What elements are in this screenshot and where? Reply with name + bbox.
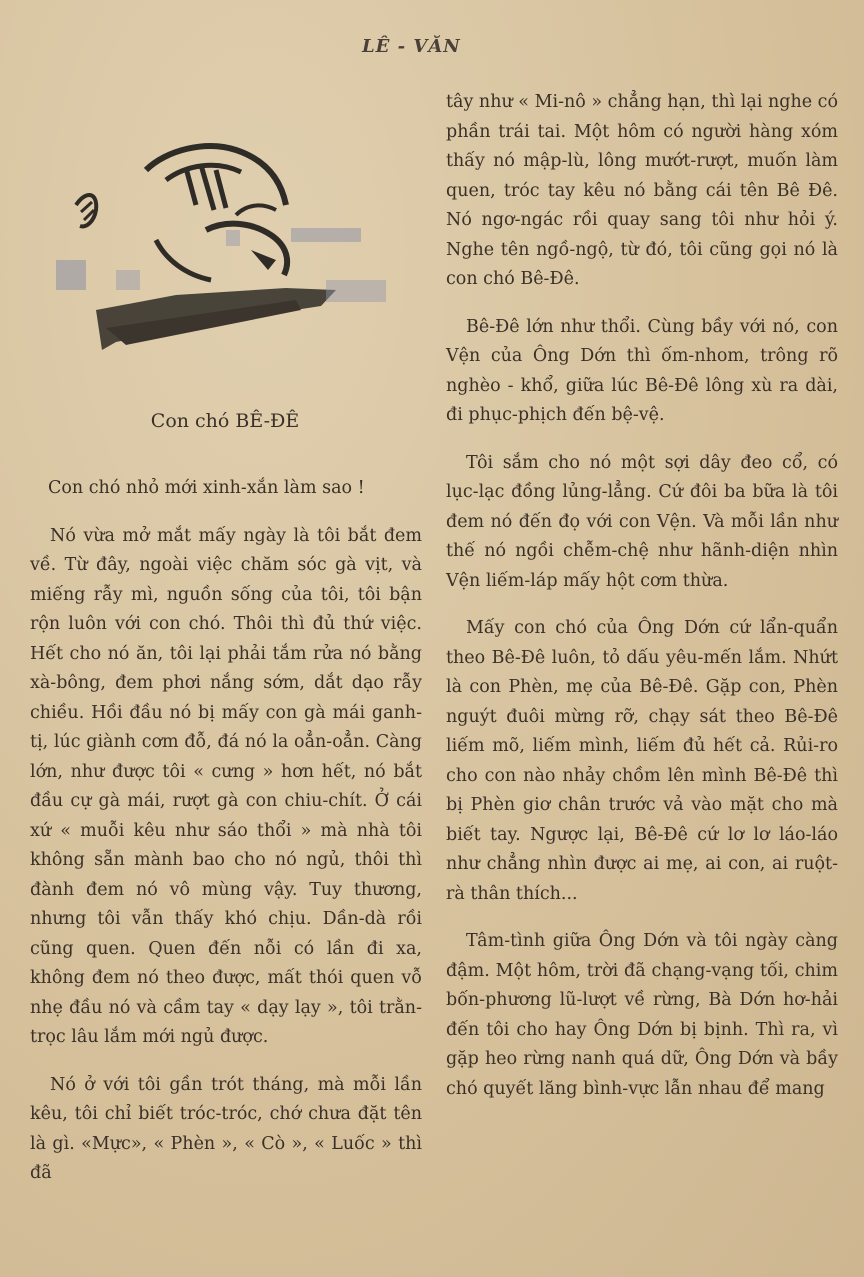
paragraph: Bê-Đê lớn như thổi. Cùng bầy với nó, con Vện của Ông Dớn thì ốm-nhom, trông rõ nghèo - khổ, giữa lúc Bê-Đê lông xù ra dài, đi phục-phịch đến bệ-vệ. <box>446 316 838 425</box>
paragraph: Tôi sắm cho nó một sợi dây đeo cổ, có lục-lạc đồng lủng-lẳng. Cứ đôi ba bữa là tôi đem nó đến đọ với con Vện. Và mỗi lần như thế nó ngồi chễm-chệ như hãnh-diện nhìn Vện liếm-láp mấy hột cơm thừa. <box>446 452 838 591</box>
left-column <box>30 474 422 1189</box>
paragraph: Con chó nhỏ mới xinh-xắn làm sao ! <box>48 478 365 498</box>
dog-illustration <box>36 110 406 385</box>
paragraph: Nó vừa mở mắt mấy ngày là tôi bắt đem về. Từ đây, ngoài việc chăm sóc gà vịt, và miếng rẫy mì, nguồn sống của tôi, tôi bận rộn luôn với con chó. Thôi thì đủ thứ việc. Hết cho nó ăn, tôi lại phải tắm rửa nó bằng xà-bông, đem phơi nắng sớm, dắt dạo rẫy chiều. Hồi đầu nó bị mấy con gà mái ganh-tị, lúc giành cơm đỗ, đá nó la oẳn-oẳn. Càng lớn, như được tôi « cưng » hơn hết, nó bắt đầu cự gà mái, rượt gà con chiu-chít. Ở cái xứ « muỗi kêu như sáo thổi » mà nhà tôi không sẵn mành bao cho nó ngủ, thôi thì đành đem nó vô mùng vậy. Tuy thương, nhưng tôi vẫn thấy khó chịu. Dần-dà rồi cũng quen. Quen đến nỗi có lần đi xa, không đem nó theo được, mất thói quen vỗ nhẹ đầu nó và cầm tay « dạy lạy », tôi trằn-trọc lâu lắm mới ngủ được. <box>30 525 422 1047</box>
paragraph: tây như « Mi-nô » chẳng hạn, thì lại nghe có phần trái tai. Một hôm có người hàng xóm thấy nó mập-lù, lông mướt-rượt, muốn làm quen, tróc tay kêu nó bằng cái tên Bê Đê. Nó ngơ-ngác rồi quay sang tôi như hỏi ý. Nghe tên ngồ-ngộ, từ đó, tôi cũng gọi nó là con chó Bê-Đê. <box>446 92 838 289</box>
paragraph: Nó ở với tôi gần trót tháng, mà mỗi lần kêu, tôi chỉ biết tróc-tróc, chớ chưa đặt tên là gì. «Mực», « Phèn », « Cò », « Luốc » thì đã <box>30 1074 422 1183</box>
right-column <box>446 88 838 1104</box>
paragraph: Tâm-tình giữa Ông Dớn và tôi ngày càng đậm. Một hôm, trời đã chạng-vạng tối, chim bốn-phương lũ-lượt về rừng, Bà Dớn hơ-hải đến tôi cho hay Ông Dớn bị bịnh. Thì ra, vì gặp heo rừng nanh quá dữ, Ông Dớn và bầy chó quyết lăng bình-vực lẫn nhau để mang <box>446 931 838 1099</box>
paragraph: Mấy con chó của Ông Dớn cứ lẩn-quẩn theo Bê-Đê luôn, tỏ dấu yêu-mến lắm. Nhứt là con Phèn, mẹ của Bê-Đê. Gặp con, Phèn nguýt đuôi mừng rỡ, chạy sát theo Bê-Đê liếm mõ, liếm mình, liếm đủ hết cả. Rủi-ro cho con nào nhảy chồm lên mình Bê-Đê thì bị Phèn giơ chân trước vả vào mặt cho mà biết tay. Ngược lại, Bê-Đê cứ lơ lơ láo-láo như chẳng nhìn được ai mẹ, ai con, ai ruột-rà thân thích... <box>446 618 838 904</box>
illustration-caption: Con chó BÊ-ĐÊ <box>150 410 300 432</box>
running-header: LÊ - VĂN <box>362 36 461 57</box>
